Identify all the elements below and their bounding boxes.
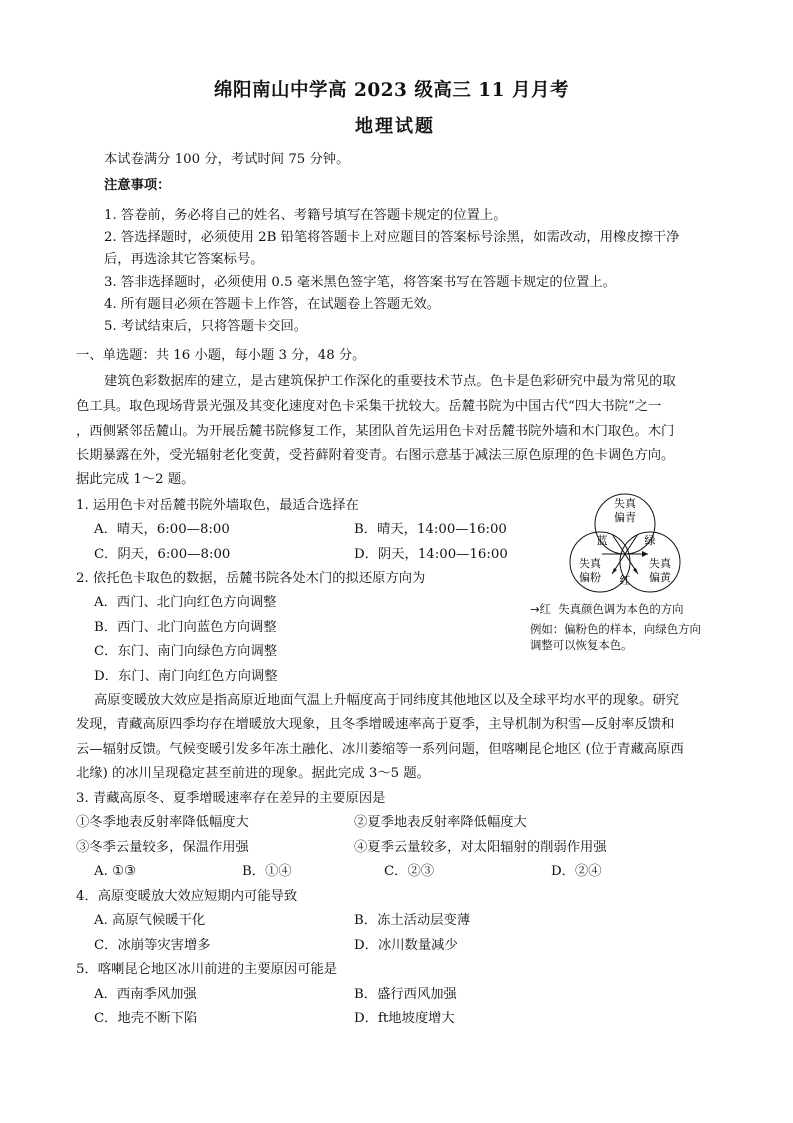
q2-option-a: A．西门、北门向红色方向调整 xyxy=(94,595,277,610)
label-top-2: 偏青 xyxy=(614,511,636,524)
legend-arrow: →红 xyxy=(530,602,551,616)
label-top-1: 失真 xyxy=(614,497,636,510)
label-green: 绿 xyxy=(644,534,656,547)
q5-option-a: A．西南季风加强 xyxy=(94,987,197,1002)
q4-option-b: B．冻土活动层变薄 xyxy=(354,913,471,928)
q2-option-c: C．东门、南门向绿色方向调整 xyxy=(94,644,278,659)
notice-item-1: 1. 答卷前，务必将自己的姓名、考籍号填写在答题卡规定的位置上。 xyxy=(104,208,507,223)
q3-statement-1: ①冬季地表反射率降低幅度大 xyxy=(76,815,249,830)
q2-option-d: D．东门、南门向红色方向调整 xyxy=(94,669,278,684)
label-left-1: 失真 xyxy=(579,557,601,570)
notice-heading: 注意事项： xyxy=(104,178,171,193)
notice-item-5: 5. 考试结束后，只将答题卡交回。 xyxy=(104,319,308,334)
label-blue: 蓝 xyxy=(596,534,608,547)
q1-option-d: D．阴天，14:00—16:00 xyxy=(354,547,508,562)
q5-option-c: C．地壳不断下陷 xyxy=(94,1011,198,1026)
q1-option-c: C．阴天，6:00—8:00 xyxy=(94,547,231,562)
q4-stem: 4．高原变暖放大效应短期内可能导致 xyxy=(76,889,298,904)
intro-line: 本试卷满分 100 分，考试时间 75 分钟。 xyxy=(104,152,350,167)
figure-example-1: 例如：偏粉色的样本，向绿色方向 xyxy=(530,622,701,636)
section-heading: 一、单选题：共 16 小题，每小题 3 分，48 分。 xyxy=(76,348,366,363)
notice-item-4: 4. 所有题目必须在答题卡上作答，在试题卷上答题无效。 xyxy=(104,297,441,312)
q2-option-b: B．西门、北门向蓝色方向调整 xyxy=(94,620,277,635)
label-left-2: 偏粉 xyxy=(579,571,601,584)
color-wheel-diagram xyxy=(560,490,690,598)
q1-option-a: A．晴天，6:00—8:00 xyxy=(94,522,230,537)
q3-option-b: B．①④ xyxy=(242,864,292,879)
passage2-line-4: 北缘) 的冰川呈现稳定甚至前进的现象。据此完成 3～5 题。 xyxy=(76,766,430,781)
q5-stem: 5．喀喇昆仑地区冰川前进的主要原因可能是 xyxy=(76,962,338,977)
q4-option-a: A. 高原气候暖干化 xyxy=(94,913,206,928)
exam-subtitle: 地理试题 xyxy=(355,116,435,137)
passage1-line-3: ，西侧紧邻岳麓山。为开展岳麓书院修复工作，某团队首先运用色卡对岳麓书院外墙和木门取色。木门 xyxy=(76,424,675,439)
exam-title: 绵阳南山中学高 2023 级高三 11 月月考 xyxy=(214,80,569,101)
arrowhead-2 xyxy=(612,568,617,574)
arrowhead-3 xyxy=(642,551,648,557)
q4-option-d: D．冰川数量减少 xyxy=(354,938,458,953)
notice-item-3: 3. 答非选择题时，必须使用 0.5 毫米黑色签字笔，将答案书写在答题卡规定的位置上。 xyxy=(104,275,616,290)
q3-statement-4: ④夏季云量较多，对太阳辐射的削弱作用强 xyxy=(354,840,607,855)
q1-stem: 1. 运用色卡对岳麓书院外墙取色，最适合选择在 xyxy=(76,498,359,513)
legend-text: 失真颜色调为本色的方向 xyxy=(558,602,684,616)
passage1-line-2: 色工具。取色现场背景光强及其变化速度对色卡采集干扰较大。岳麓书院为中国古代“四大书院”之一 xyxy=(76,399,662,414)
q1-option-b: B．晴天，14:00—16:00 xyxy=(354,522,507,537)
q4-option-c: C．冰崩等灾害增多 xyxy=(94,938,211,953)
label-red: 红 xyxy=(619,574,631,587)
q3-statement-3: ③冬季云量较多，保温作用强 xyxy=(76,840,249,855)
passage1-line-5: 据此完成 1～2 题。 xyxy=(76,472,195,487)
q3-stem: 3. 青藏高原冬、夏季增暖速率存在差异的主要原因是 xyxy=(76,791,386,806)
passage1-line-1: 建筑色彩数据库的建立，是古建筑保护工作深化的重要技术节点。色卡是色彩研究中最为常见的取 xyxy=(104,374,676,389)
figure-example-2: 调整可以恢复本色。 xyxy=(530,638,633,652)
passage2-line-1: 高原变暖放大效应是指高原近地面气温上升幅度高于同纬度其他地区以及全球平均水平的现象。研究 xyxy=(94,693,680,708)
q5-option-b: B．盛行西风加强 xyxy=(354,987,457,1002)
q2-stem: 2. 依托色卡取色的数据，岳麓书院各处木门的拟还原方向为 xyxy=(76,571,426,586)
passage1-line-4: 长期暴露在外，受光辐射老化变黄，受苔藓附着变青。右图示意基于减法三原色原理的色卡调色方向。 xyxy=(76,448,675,463)
q3-option-c: C．②③ xyxy=(384,864,435,879)
passage2-line-3: 云—辐射反馈。气候变暖引发多年冻土融化、冰川萎缩等一系列问题，但喀喇昆仑地区 (位于青藏高原西 xyxy=(76,742,684,757)
q3-option-a: A. ①③ xyxy=(94,864,136,879)
notice-item-2: 2. 答选择题时，必须使用 2B 铅笔将答题卡上对应题目的答案标号涂黑，如需改动，用橡皮擦干净 xyxy=(104,230,680,245)
notice-item-2-cont: 后，再选涂其它答案标号。 xyxy=(104,252,264,267)
arrowhead-1 xyxy=(633,568,638,574)
figure-legend xyxy=(530,601,684,617)
q5-option-d: D．ft地坡度增大 xyxy=(354,1011,455,1026)
q3-option-d: D．②④ xyxy=(551,864,602,879)
q3-statement-2: ②夏季地表反射率降低幅度大 xyxy=(354,815,527,830)
passage2-line-2: 发现，青藏高原四季均存在增暖放大现象，且冬季增暖速率高于夏季，主导机制为积雪—反射率反馈和 xyxy=(76,717,675,732)
label-right-2: 偏黄 xyxy=(649,571,671,584)
label-right-1: 失真 xyxy=(649,557,671,570)
